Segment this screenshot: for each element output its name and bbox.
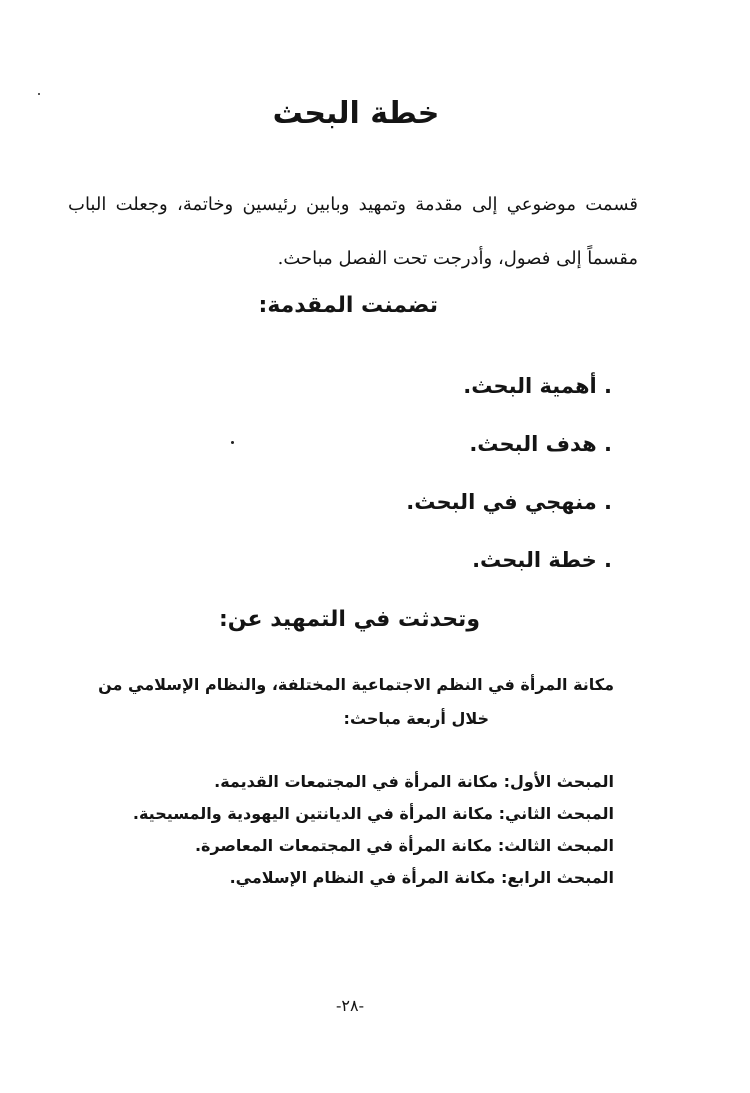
- list-item: المبحث الثاني: مكانة المرأة في الديانتين اليهودية والمسيحية.: [132, 804, 614, 823]
- scan-speck: [38, 93, 40, 95]
- preface-heading: وتحدثت في التمهيد عن:: [218, 607, 480, 632]
- page-title: خطة البحث: [272, 96, 440, 131]
- list-item: . هدف البحث.: [469, 432, 612, 456]
- introduction-list: [406, 366, 612, 598]
- intro-paragraph: قسمت موضوعي إلى مقدمة وتمهيد وبابين رئيسين وخاتمة، وجعلت الباب مقسماً إلى فصول، وأدرجت تحت الفصل مباحث.: [68, 194, 638, 269]
- preface-line-2: خلال أربعة مباحث:: [343, 709, 489, 728]
- list-item: المبحث الرابع: مكانة المرأة في النظام الإسلامي.: [229, 868, 614, 887]
- list-item: . خطة البحث.: [472, 548, 612, 572]
- topics-list: [133, 766, 614, 894]
- introduction-heading: تضمنت المقدمة:: [258, 293, 438, 318]
- list-item: . منهجي في البحث.: [406, 490, 612, 514]
- preface-line-1: مكانة المرأة في النظم الاجتماعية المختلفة، والنظام الإسلامي من: [98, 675, 614, 694]
- preface-description: [74, 668, 614, 736]
- scan-speck: [231, 441, 234, 444]
- list-item: المبحث الأول: مكانة المرأة في المجتمعات القديمة.: [214, 772, 614, 791]
- list-item: . أهمية البحث.: [463, 374, 612, 398]
- page-number: -٢٨-: [336, 996, 364, 1015]
- list-item: المبحث الثالث: مكانة المرأة في المجتمعات المعاصرة.: [194, 836, 614, 855]
